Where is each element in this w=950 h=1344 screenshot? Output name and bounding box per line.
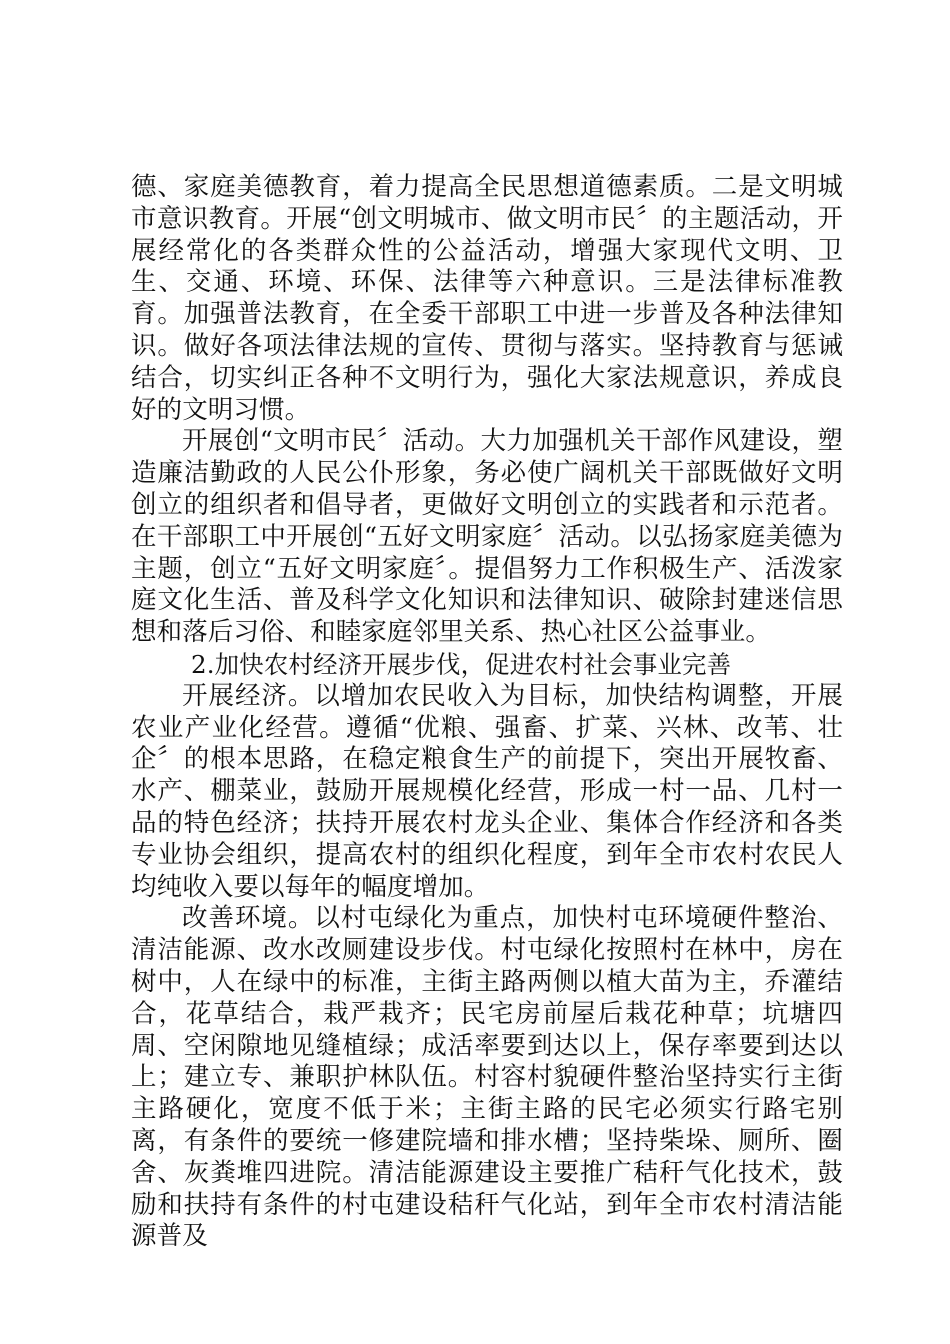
section-heading: 2.加快农村经济开展步伐，促进农村社会事业完善 bbox=[191, 649, 732, 679]
paragraph-develop-economy: 开展经济。以增加农民收入为目标，加快结构调整，开展农业产业化经营。遵循“优粮、强畜、扩菜、兴林、改苇、壮企〞的根本思路，在稳定粮食生产的前提下，突出开展牧畜、水产、棚菜业，鼓励开展规模化经营，形成一村一品、几村一品的特色经济；扶持开展农村龙头企业、集体合作经济和各类专业协会组织，提高农村的组织化程度，到年全市农村农民人均纯收入要以每年的幅度增加。 bbox=[131, 680, 843, 902]
paragraph-civilized-citizen: 开展创“文明市民〞活动。大力加强机关干部作风建设，塑造廉洁勤政的人民公仆形象，务必使广阔机关干部既做好文明创立的组织者和倡导者，更做好文明创立的实践者和示范者。在干部职工中开展创“五好文明家庭〞活动。以弘扬家庭美德为主题，创立“五好文明家庭〞。提倡努力工作积极生产、活泼家庭文化生活、普及科学文化知识和法律知识、破除封建迷信思想和落后习俗、和睦家庭邻里关系、热心社区公益事业。 bbox=[131, 426, 843, 648]
paragraph-improve-environment: 改善环境。以村屯绿化为重点，加快村屯环境硬件整治、清洁能源、改水改厕建设步伐。村屯绿化按照村在林中，房在树中，人在绿中的标准，主街主路两侧以植大苗为主，乔灌结合，花草结合，栽严栽齐；民宅房前屋后栽花种草；坑塘四周、空闲隙地见缝植绿；成活率要到达以上，保存率要到达以上；建立专、兼职护林队伍。村容村貌硬件整治坚持实行主街主路硬化，宽度不低于米；主街主路的民宅必须实行路宅别离，有条件的要统一修建院墙和排水槽；坚持柴垛、厕所、圈舍、灰粪堆四进院。清洁能源建设主要推广秸秆气化技术，鼓励和扶持有条件的村屯建设秸秆气化站，到年全市农村清洁能源普及 bbox=[131, 903, 843, 1252]
paragraph-moral-education: 德、家庭美德教育，着力提高全民思想道德素质。二是文明城市意识教育。开展“创文明城市、做文明市民〞的主题活动，开展经常化的各类群众性的公益活动，增强大家现代文明、卫生、交通、环境、环保、法律等六种意识。三是法律标准教育。加强普法教育，在全委干部职工中进一步普及各种法律知识。做好各项法律法规的宣传、贯彻与落实。坚持教育与惩诫结合，切实纠正各种不文明行为，强化大家法规意识，养成良好的文明习惯。 bbox=[131, 172, 843, 425]
document-body bbox=[131, 172, 843, 1253]
